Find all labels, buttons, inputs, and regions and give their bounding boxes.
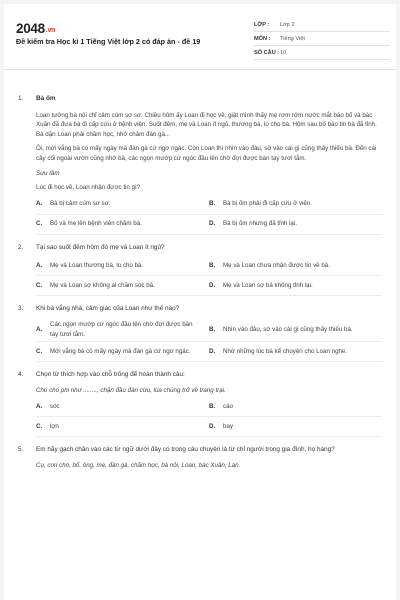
answer-option-d[interactable]: D. bay <box>209 417 382 437</box>
question-4 <box>18 370 382 437</box>
reading-passage <box>36 111 382 193</box>
question-number: 5. <box>18 446 24 454</box>
fill-in-sentence: Chú chó phi như ........, chặn đầu đàn cừu, lùa chúng trở về trang trại. <box>36 386 226 394</box>
passage-source: Sưu tầm <box>36 169 60 177</box>
question-text: Em hãy gạch chân vào các từ ngữ dưới đây có trong câu chuyện là từ chỉ người trong gia đình, họ hàng? <box>36 446 335 454</box>
answer-option-b[interactable]: B. cáo <box>209 397 382 417</box>
answer-option-d[interactable]: D. Bà bị ốm nhưng đã tỉnh lại. <box>209 215 382 235</box>
question-1 <box>18 94 382 235</box>
answer-options <box>36 256 382 296</box>
answer-option-b[interactable]: B. Nhìn vào đâu, sờ vào cái gì cũng thấy thiếu bà. <box>209 318 382 342</box>
answer-option-a[interactable]: A. sóc <box>36 397 209 417</box>
question-3 <box>18 304 382 362</box>
meta-row-grade: LỚP : Lớp 2 <box>254 18 390 32</box>
answer-option-c[interactable]: C. Mới vắng bà có mấy ngày mà đàn gà cứ ngơ ngác. <box>36 342 209 362</box>
question-text: Tại sao suốt đêm hôm đó mẹ và Loan ít ngủ? <box>36 243 165 251</box>
question-text: Chọn từ thích hợp vào chỗ trống để hoàn thành câu: <box>36 371 185 379</box>
question-text: Khi bà vắng nhà, cảm giác của Loan như thế nào? <box>36 305 180 313</box>
document-page <box>4 4 396 600</box>
question-2 <box>18 243 382 297</box>
site-logo[interactable]: 2048.vn <box>16 21 56 36</box>
answer-option-a[interactable]: A. Mẹ và Loan thương bà, lo cho bà. <box>36 256 209 276</box>
question-number: 1. <box>18 95 24 102</box>
answer-options <box>36 318 382 362</box>
answer-option-c[interactable]: C. Mẹ và Loan sợ không ai chăm sóc bà. <box>36 276 209 296</box>
answer-option-c[interactable]: C. lợn <box>36 417 209 437</box>
answer-option-b[interactable]: B. Mẹ và Loan chưa nhận được tin về bà. <box>209 256 382 276</box>
meta-row-subject: MÔN : Tiếng Việt <box>254 32 390 46</box>
word-list: Cụ, con chó, bố, ông, mẹ, đàn gà, chăm học, bà nội, Loan, bác Xuân, Lan. <box>36 461 241 469</box>
answer-option-a[interactable]: A. Các ngọn mướp cứ ngóc đầu lên chờ đợi được bàn tay tươi tắm. <box>36 318 209 342</box>
question-text: Lúc đi học về, Loan nhận được tin gì? <box>36 184 141 192</box>
question-number: 2. <box>18 243 24 251</box>
answer-option-b[interactable]: B. Bà bị ốm phải đi cấp cứu ở viện. <box>209 195 382 215</box>
document-title: Đề kiểm tra Học kì 1 Tiếng Việt lớp 2 có đáp án - đề 19 <box>16 37 201 46</box>
page-header <box>4 4 396 70</box>
answer-option-c[interactable]: C. Bố và mẹ lên bệnh viện chăm bà. <box>36 215 209 235</box>
exam-content <box>4 94 396 471</box>
exam-meta <box>254 18 390 60</box>
answer-option-d[interactable]: D. Nhớ những lúc bà kể chuyện cho Loan nghe. <box>209 342 382 362</box>
passage-paragraph: Loan tưởng bà nội chỉ cảm cúm sơ sơ. Chiều hôm ấy Loan đi học về, giật mình thấy mẹ rơm rớm nước mắt báo bố và bác Xuân đã đưa bà đi cấp cứu ở bệnh viện. Suốt đêm, mẹ và Loan ít ngủ, thương bà, lo cho bà. Hôm sau bố báo tin bà đã tỉnh. Bà dặn Loan phải chăm học, nhớ chăm đàn gà... <box>36 111 377 138</box>
passage-paragraph: Ôi, mới vắng bà có mấy ngày mà đàn gà cứ ngơ ngác. Còn Loan thì nhìn vào đâu, sờ vào cái gì cũng thấy thiếu bà. Đến cái cây cối ngoài vườn cũng nhớ bà, các ngọn mướp cứ ngóc đầu lên chờ đợi được bàn tay tươi tắm. <box>36 145 377 162</box>
question-number: 3. <box>18 305 24 313</box>
passage-title: Bà ốm <box>36 95 56 102</box>
question-number: 4. <box>18 371 24 379</box>
meta-row-count: SỐ CÂU : 10 <box>254 46 390 60</box>
answer-options <box>36 195 382 235</box>
answer-option-d[interactable]: D. Mẹ và Loan sợ bà không tỉnh lại. <box>209 276 382 296</box>
answer-options <box>36 397 382 437</box>
answer-option-a[interactable]: A. Bà bị cảm cúm sơ sơ. <box>36 195 209 215</box>
question-5 <box>18 445 382 470</box>
